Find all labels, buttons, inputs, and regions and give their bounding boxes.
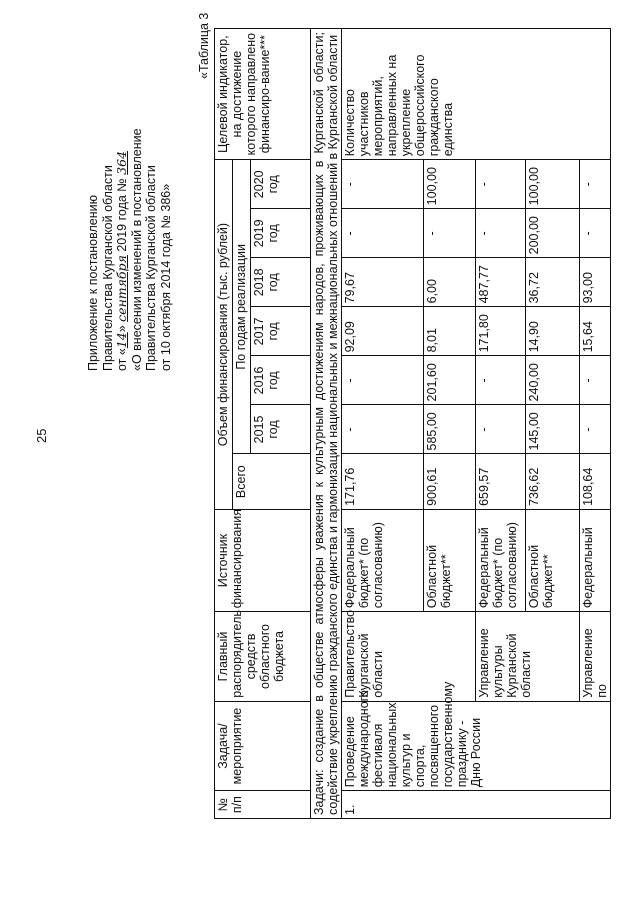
row-total: 900,61 (424, 454, 476, 509)
row-2017: 14,90 (526, 307, 580, 356)
header-year-2016: 2016 год (251, 356, 311, 405)
row-2015: 145,00 (526, 405, 580, 454)
row-2019: 200,00 (526, 209, 580, 258)
row-manager: Правительство Курганской области (342, 612, 476, 702)
appendix-line-2: Правительства Курганской области (100, 165, 115, 371)
row-2020: - (580, 160, 611, 209)
date-month: сентября (114, 255, 130, 322)
row-2017: 8,01 (424, 307, 476, 356)
header-target: Целевой индикатор, на достижение которого направлено финансиро-вание*** (215, 29, 311, 160)
header-year-2019: 2019 год (251, 209, 311, 258)
header-manager: Главный распорядитель средств областного бюджета (215, 612, 311, 702)
appendix-line-3 (115, 128, 130, 371)
row-2017: 15,64 (580, 307, 611, 356)
row-2019: - (476, 209, 526, 258)
appendix-line-5: Правительства Курганской области (144, 165, 159, 371)
row-total: 171,76 (342, 454, 424, 509)
header-year-2020: 2020 год (251, 160, 311, 209)
header-funding: Объем финансирования (тыс. рублей) (215, 160, 233, 510)
row-2015: - (580, 405, 611, 454)
row-total: 659,57 (476, 454, 526, 509)
date-prefix: от « (115, 348, 130, 371)
row-2020: 100,00 (526, 160, 580, 209)
row-2019: - (342, 209, 424, 258)
header-total: Всего (233, 454, 311, 509)
row-2016: - (580, 356, 611, 405)
appendix-line-4: «О внесении изменений в постановление (129, 128, 144, 371)
row-2016: 240,00 (526, 356, 580, 405)
row-source: Областной бюджет** (424, 509, 476, 611)
row-activity: Проведение международного фестиваля национальных культур и спорта, посвященного государственному празднику - Дню России (342, 701, 611, 791)
header-num: № п/п (215, 791, 311, 819)
row-total: 736,62 (526, 454, 580, 509)
date-mid: » (115, 325, 130, 333)
row-2018: 79,67 (342, 258, 424, 307)
row-manager: Управление культуры Курганской области (476, 612, 580, 702)
appendix-line-1: Приложение к постановлению (86, 195, 100, 371)
row-total: 108,64 (580, 454, 611, 509)
row-2019: - (580, 209, 611, 258)
row-2018: 93,00 (580, 258, 611, 307)
tasks-row: Задачи: создание в обществе атмосферы уважения к культурным достижениям народов, проживающих в Курганской области; содействие укреплению гражданского единства и гармонизации национальных и межнациональных отношений в Курганской области (311, 29, 342, 819)
row-2020: 100,00 (424, 160, 476, 209)
table-number: «Таблица 3 (197, 12, 211, 79)
header-year-2018: 2018 год (251, 258, 311, 307)
appendix-header (86, 128, 174, 371)
header-year-2017: 2017 год (251, 307, 311, 356)
row-2018: 6,00 (424, 258, 476, 307)
row-source: Федеральный бюджет* (по согласованию) (476, 509, 526, 611)
row-2020: - (476, 160, 526, 209)
funding-table (214, 28, 611, 819)
row-source: Федеральный бюджет* (по согласованию) (342, 509, 424, 611)
row-num: 1. (342, 791, 611, 819)
row-2015: - (342, 405, 424, 454)
row-2015: - (476, 405, 526, 454)
row-source: Федеральный (580, 509, 611, 611)
row-2015: 585,00 (424, 405, 476, 454)
date-day: 14 (114, 332, 130, 349)
header-year-2015: 2015 год (251, 405, 311, 454)
appendix-line-6: от 10 октября 2014 года № 386» (158, 183, 173, 371)
header-by-years: По годам реализации (233, 160, 251, 454)
row-2020: - (342, 160, 424, 209)
header-source: Источник финансирования (215, 509, 311, 611)
row-2019: - (424, 209, 476, 258)
row-2018: 36,72 (526, 258, 580, 307)
header-task: Задача/ мероприятие (215, 701, 311, 791)
row-manager: Управление по (580, 612, 611, 702)
row-2016: - (476, 356, 526, 405)
row-2016: - (342, 356, 424, 405)
page-number: 25 (34, 428, 49, 443)
row-2017: 171,80 (476, 307, 526, 356)
row-source: Областной бюджет** (526, 509, 580, 611)
row-2018: 487,77 (476, 258, 526, 307)
row-target: Количество участников мероприятий, направленных на укрепление общероссийского гражданского единства (342, 29, 611, 160)
row-2017: 92,09 (342, 307, 424, 356)
date-year: 2019 года № (115, 178, 130, 252)
document-number: 364 (114, 150, 130, 175)
row-2016: 201,60 (424, 356, 476, 405)
